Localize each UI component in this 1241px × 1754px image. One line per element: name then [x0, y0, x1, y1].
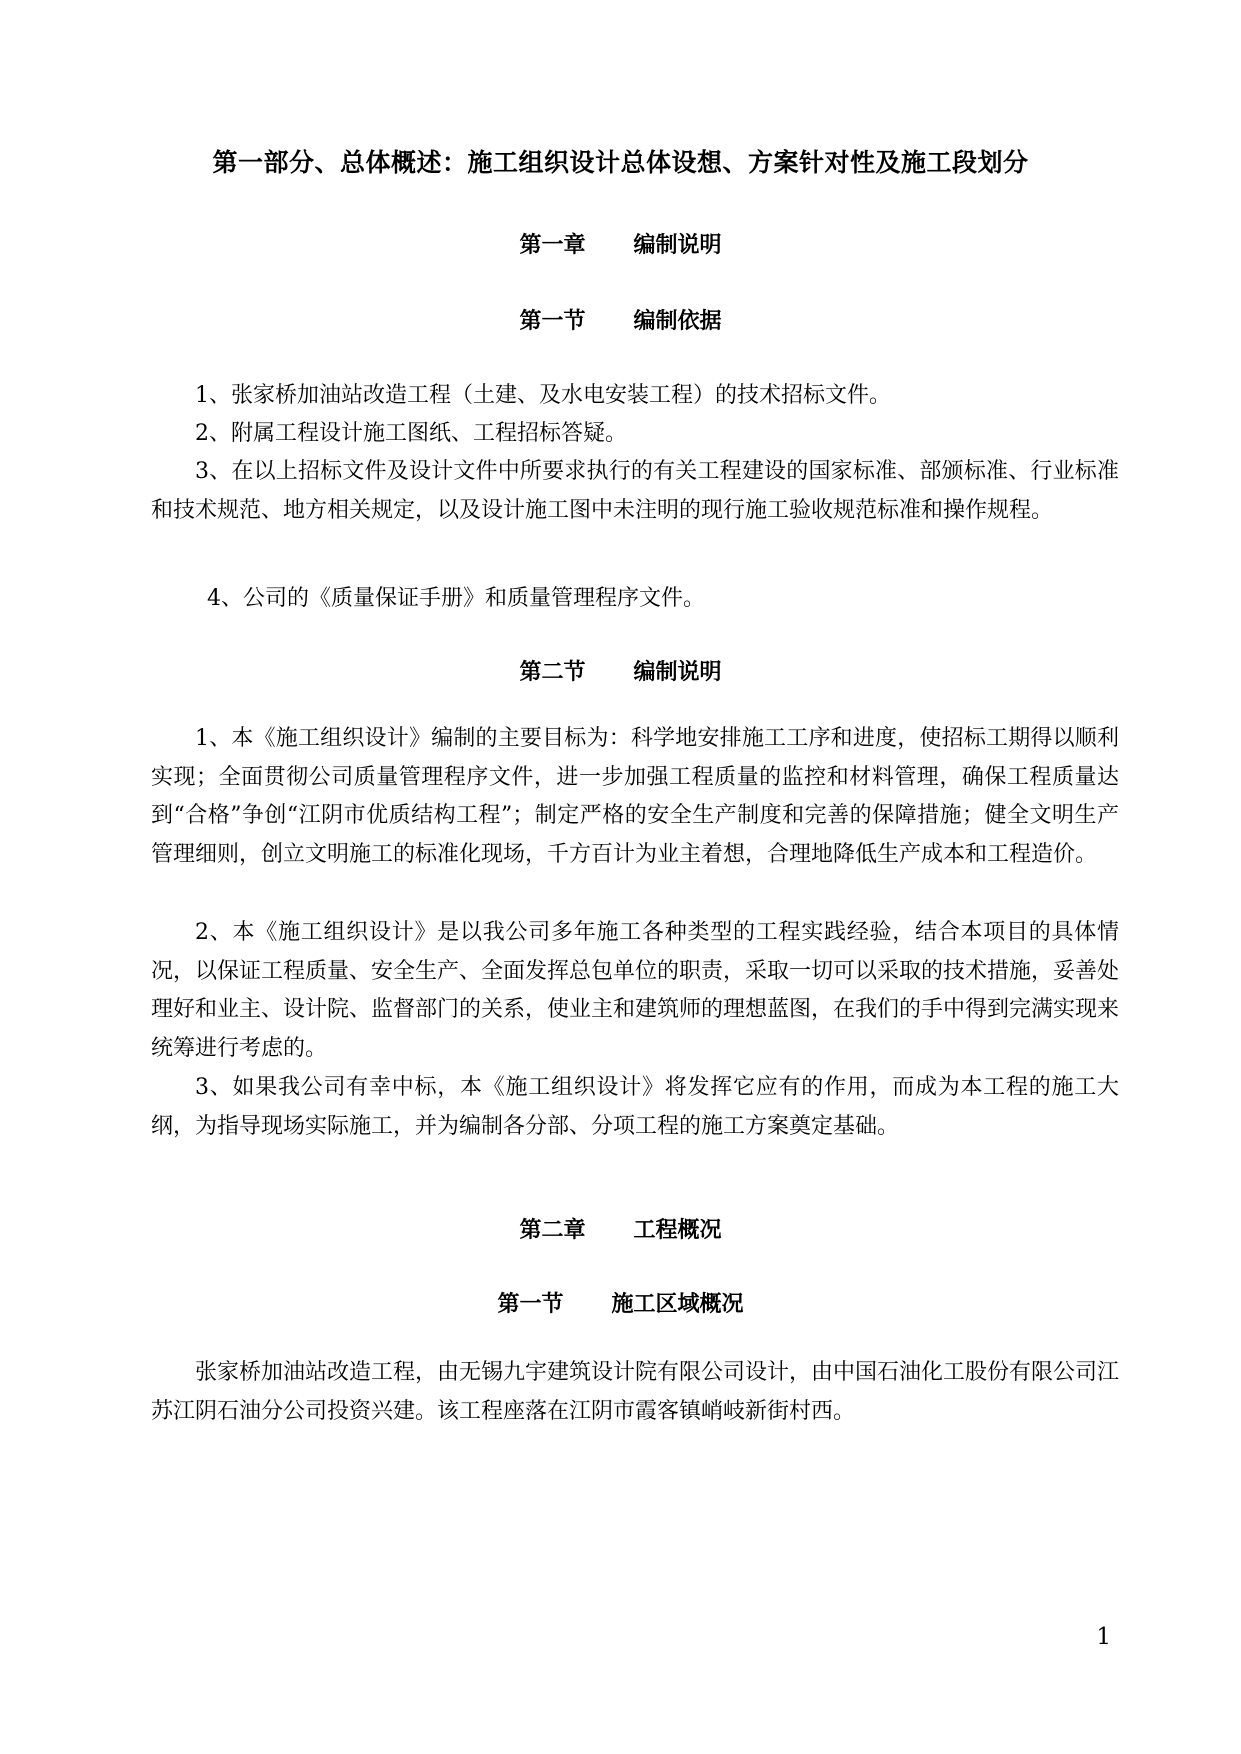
chapter-2-heading — [0, 1213, 1241, 1244]
basis-item-3: 3、在以上招标文件及设计文件中所要求执行的有关工程建设的国家标准、部颁标准、行业标准和技术规范、地方相关规定，以及设计施工图中未注明的现行施工验收规范标准和操作规程。 — [151, 459, 1119, 523]
basis-item-1: 1、张家桥加油站改造工程（土建、及水电安装工程）的技术招标文件。 — [195, 383, 891, 408]
section-1-2-number: 第二节 — [519, 659, 586, 685]
explanation-item-1: 1、本《施工组织设计》编制的主要目标为：科学地安排施工工序和进度，使招标工期得以顺利实现；全面贯彻公司质量管理程序文件，进一步加强工程质量的监控和材料管理，确保工程质量达到“合格”争创“江阴市优质结构工程”；制定严格的安全生产制度和完善的保障措施；健全文明生产管理细则，创立文明施工的标准化现场，千方百计为业主着想，合理地降低生产成本和工程造价。 — [151, 726, 1119, 867]
section-2-1-heading — [0, 1287, 1241, 1318]
section-1-2-heading — [0, 655, 1241, 686]
chapter-1-number: 第一章 — [519, 232, 586, 258]
chapter-2-number: 第二章 — [519, 1217, 586, 1243]
section-1-1-title: 编制依据 — [633, 308, 722, 334]
page-number: 1 — [1096, 1624, 1111, 1650]
basis-item-4: 4、公司的《质量保证手册》和质量管理程序文件。 — [207, 586, 705, 611]
section-1-1-number: 第一节 — [519, 308, 586, 334]
site-overview-paragraph: 张家桥加油站改造工程，由无锡九宇建筑设计院有限公司设计，由中国石油化工股份有限公司江苏江阴石油分公司投资兴建。该工程座落在江阴市霞客镇峭岐新街村西。 — [151, 1360, 1120, 1424]
section-1-1-heading — [0, 304, 1241, 335]
explanation-item-3: 3、如果我公司有幸中标，本《施工组织设计》将发挥它应有的作用，而成为本工程的施工大纲，为指导现场实际施工，并为编制各分部、分项工程的施工方案奠定基础。 — [151, 1075, 1119, 1139]
chapter-1-heading — [0, 228, 1241, 259]
chapter-2-title: 工程概况 — [633, 1217, 722, 1243]
explanation-item-2: 2、本《施工组织设计》是以我公司多年施工各种类型的工程实践经验，结合本项目的具体情况，以保证工程质量、安全生产、全面发挥总包单位的职责，采取一切可以采取的技术措施，妥善处理好和业主、设计院、监督部门的关系，使业主和建筑师的理想蓝图，在我们的手中得到完满实现来统筹进行考虑的。 — [151, 920, 1120, 1061]
section-2-1-number: 第一节 — [497, 1291, 564, 1317]
chapter-1-title: 编制说明 — [633, 232, 722, 258]
basis-item-2: 2、附属工程设计施工图纸、工程招标答疑。 — [195, 421, 627, 446]
part-title: 第一部分、总体概述：施工组织设计总体设想、方案针对性及施工段划分 — [212, 148, 1029, 177]
section-2-1-title: 施工区域概况 — [611, 1291, 744, 1317]
section-1-2-title: 编制说明 — [633, 659, 722, 685]
